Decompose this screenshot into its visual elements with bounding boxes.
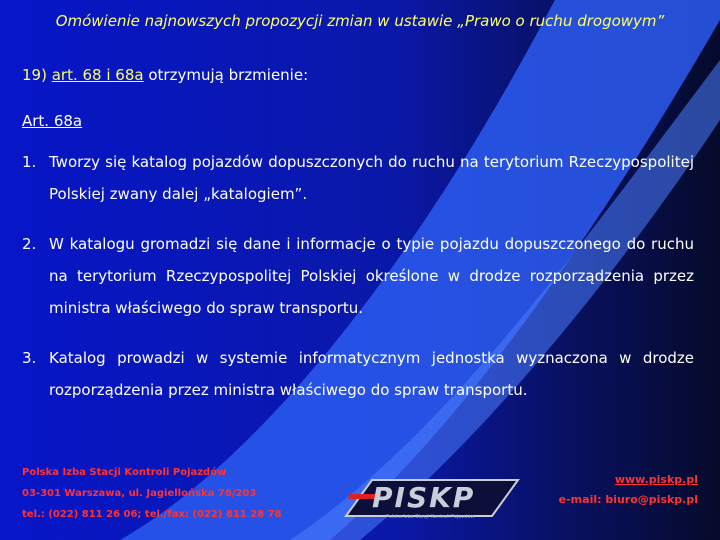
svg-text:Polska Izba Stacji Kontroli Po: Polska Izba Stacji Kontroli Pojazdów xyxy=(386,514,475,520)
footer-links xyxy=(559,470,698,510)
footer-phone: tel.: (022) 811 26 06; tel./fax: (022) 811 28 78 xyxy=(22,509,282,520)
intro-line xyxy=(22,66,308,84)
list-item-number: 2. xyxy=(22,235,37,253)
article-heading: Art. 68a xyxy=(22,112,83,130)
footer-address: 03-301 Warszawa, ul. Jagiellońska 76/203 xyxy=(22,488,257,499)
email-link[interactable]: e-mail: biuro@piskp.pl xyxy=(558,493,698,506)
list-item xyxy=(22,228,694,324)
intro-number: 19) xyxy=(22,66,47,84)
list-item-text: W katalogu gromadzi się dane i informacje o typie pojazdu dopuszczonego do ruchu na terytorium Rzeczypospolitej Polskiej określone w drodze rozporządzenia przez ministra właściwego do spraw transportu. xyxy=(49,235,694,317)
list-item-number: 1. xyxy=(22,153,37,171)
website-link[interactable]: www.piskp.pl xyxy=(614,473,698,486)
slide-title: Omówienie najnowszych propozycji zmian w ustawie „Prawo o ruchu drogowym” xyxy=(55,12,665,30)
list-item-text: Katalog prowadzi w systemie informatycznym jednostka wyznaczona w drodze rozporządzenia przez ministra właściwego do spraw transportu. xyxy=(49,349,694,399)
svg-text:PISKP: PISKP xyxy=(372,481,476,514)
piskp-logo xyxy=(342,474,520,522)
intro-reference: art. 68 i 68a xyxy=(51,66,144,84)
list-item xyxy=(22,146,694,210)
list-item-text: Tworzy się katalog pojazdów dopuszczonych do ruchu na terytorium Rzeczypospolitej Polskiej zwany dalej „katalogiem”. xyxy=(49,153,694,203)
intro-rest: otrzymują brzmienie: xyxy=(148,66,309,84)
footer-contact xyxy=(22,462,282,525)
footer-org: Polska Izba Stacji Kontroli Pojazdów xyxy=(22,467,227,478)
list-item xyxy=(22,342,694,406)
list-item-number: 3. xyxy=(22,349,37,367)
